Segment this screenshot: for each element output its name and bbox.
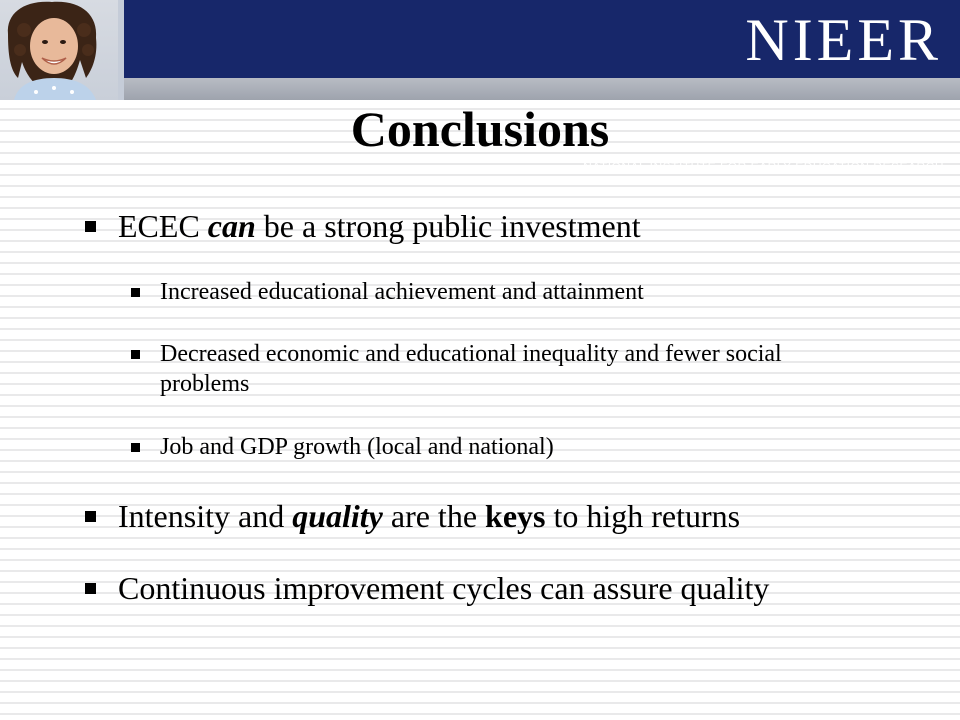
bullet-marker (131, 443, 140, 452)
bullet-marker (85, 511, 96, 522)
child-photo (0, 0, 118, 100)
bullet-marker (85, 583, 96, 594)
bullet-text: ECEC can be a strong public investment (118, 208, 641, 244)
bullet-text: Decreased economic and educational inequality and fewer social problems (160, 341, 782, 397)
bullet-marker (85, 221, 96, 232)
bullet-text: Job and GDP growth (local and national) (160, 434, 554, 460)
slide-title: Conclusions (350, 101, 610, 157)
bullet-text: Intensity and quality are the keys to high returns (118, 498, 741, 534)
nieer-logo-subtitle: NATIONAL INSTITUTE FOR EARLY EDUCATION RESEARCH (583, 160, 944, 174)
nieer-logo: NIEER (745, 7, 942, 73)
bullet-marker (131, 288, 140, 297)
bullet-text: Increased educational achievement and attainment (160, 279, 644, 305)
header-banner (118, 0, 960, 78)
bullet-text: Continuous improvement cycles can assure quality (118, 570, 770, 606)
bullet-marker (131, 350, 140, 359)
